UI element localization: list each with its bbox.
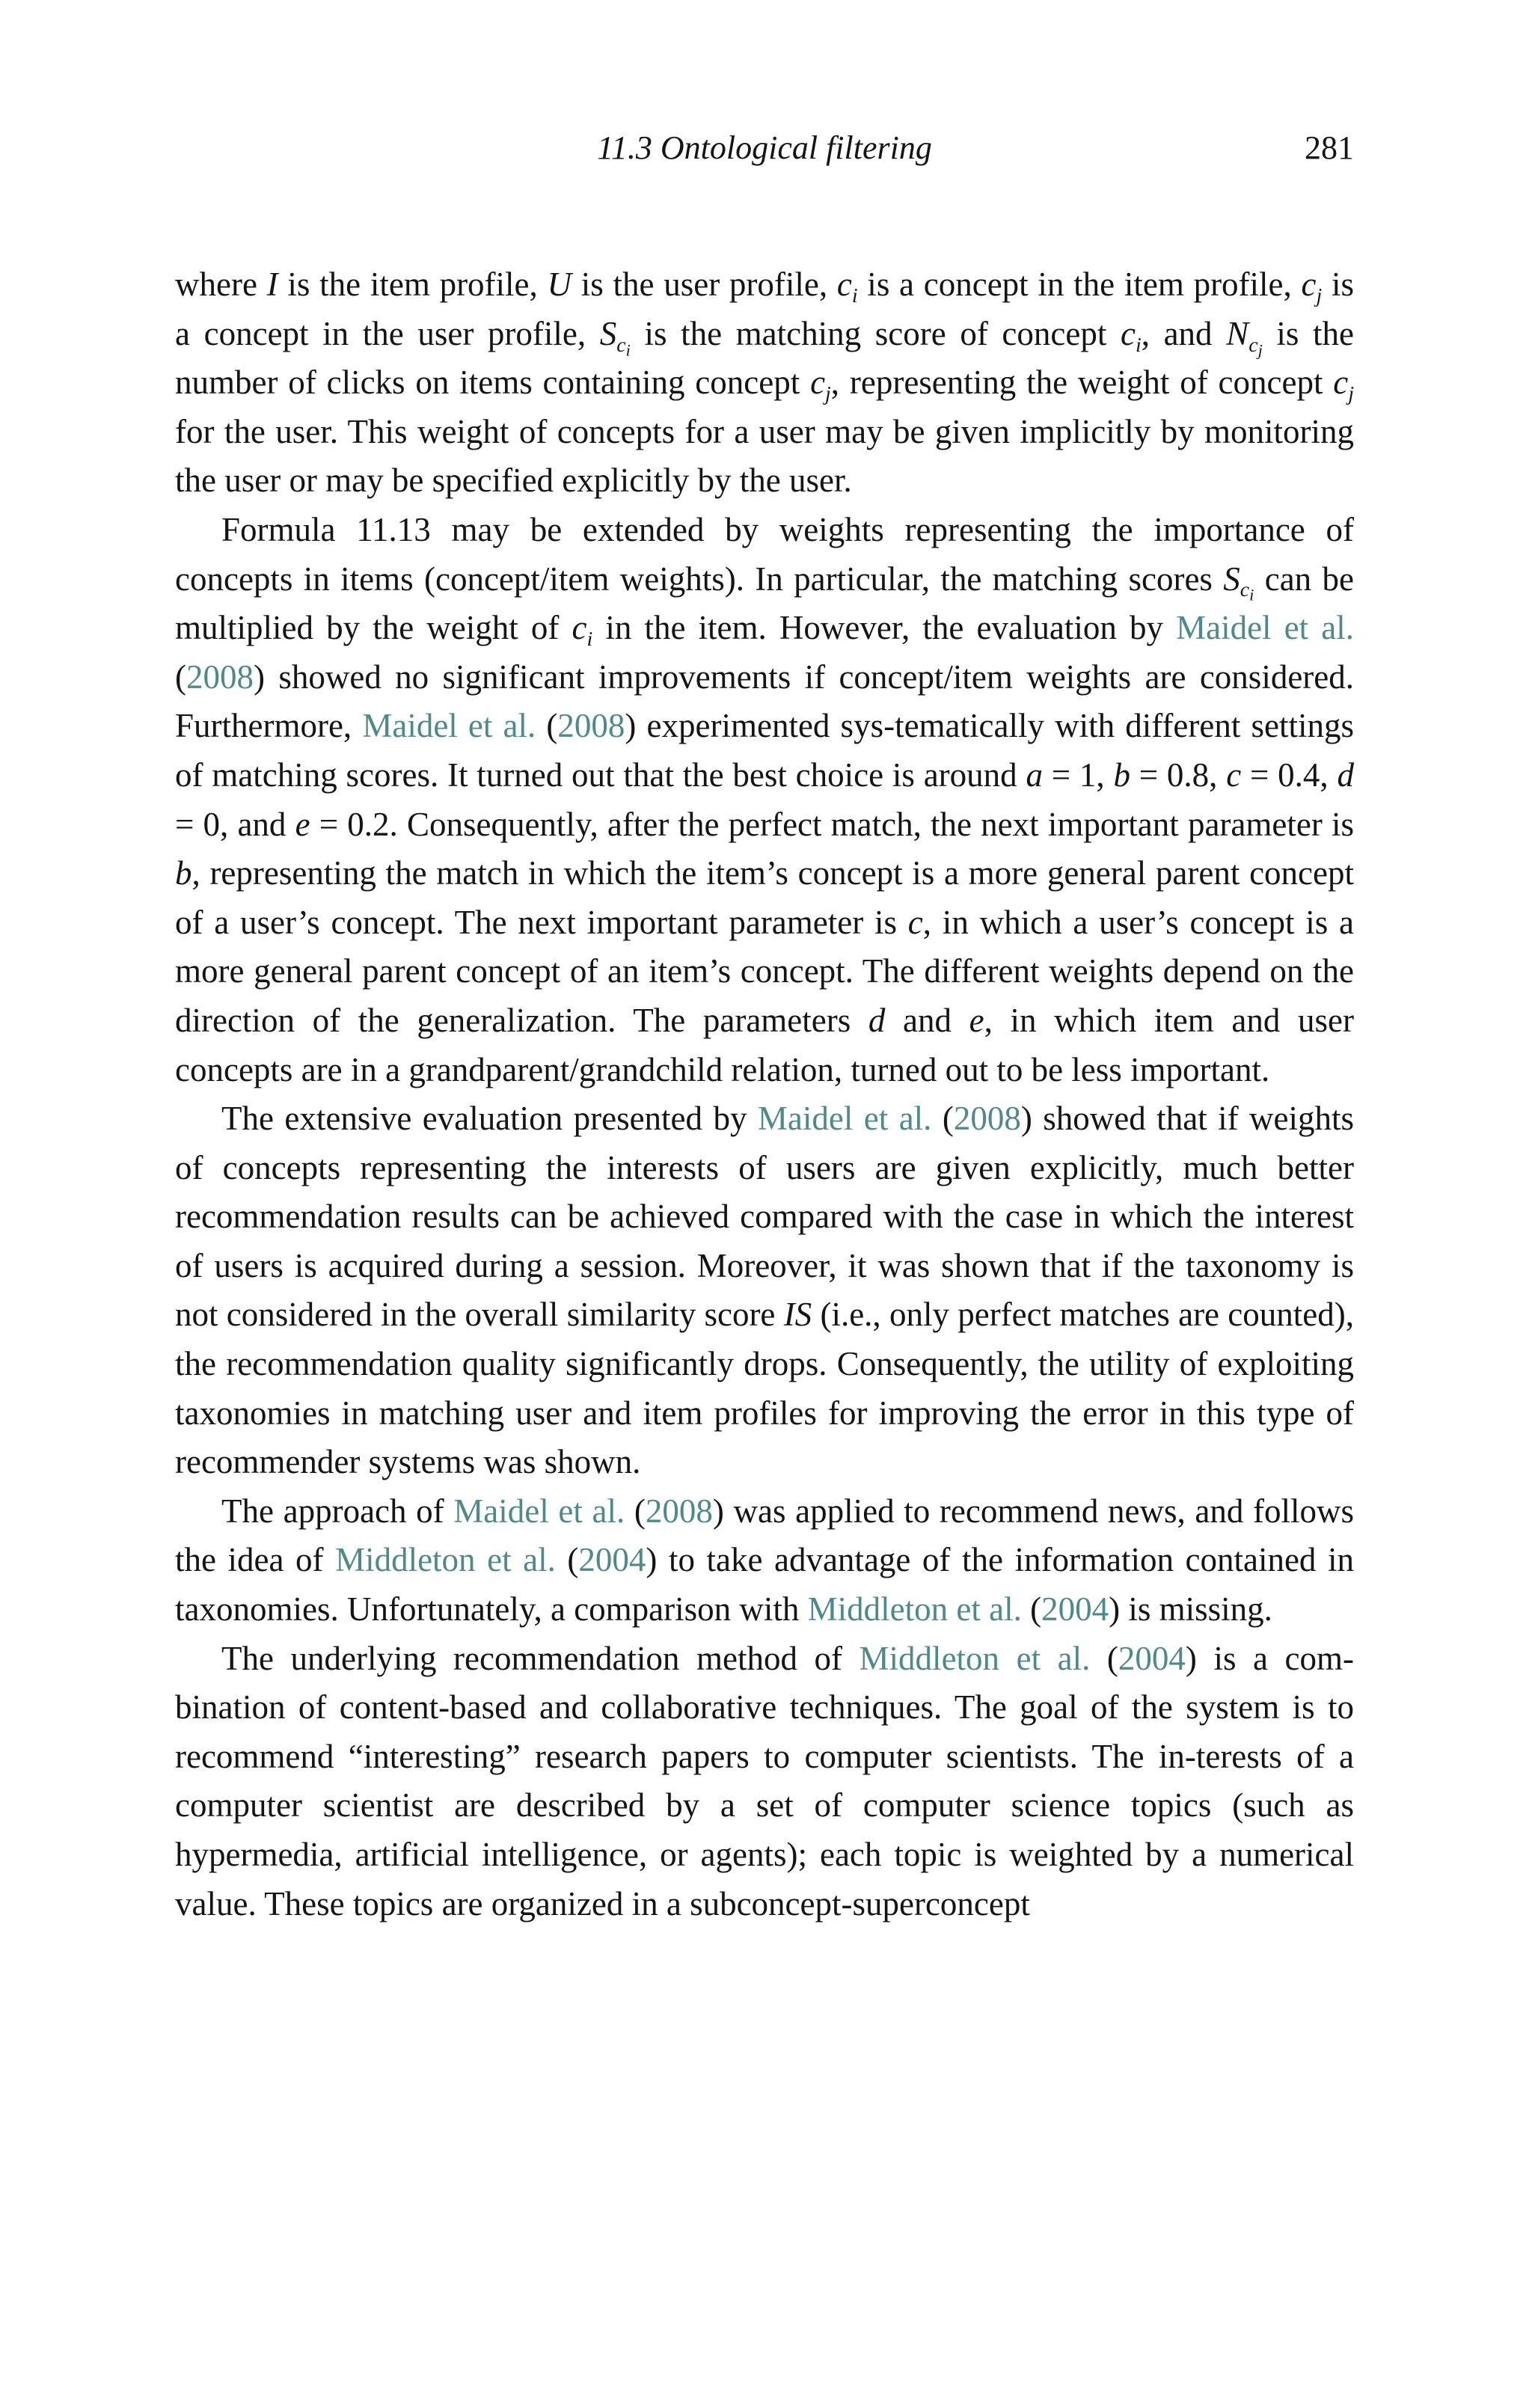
citation-link[interactable]: Maidel et al. [757,1100,932,1138]
citation-link[interactable]: Maidel et al. [362,707,536,745]
citation-year-link[interactable]: 2004 [1041,1590,1109,1629]
paragraph-1: where I is the item profile, U is the user profile, $c_i$ is a concept in the item profile, $c_j$ is a concept in the user profile, $S_{c_i}$ is the matching score of concept $c_i$, and $N_{c_j}$ is the number of clicks on items containing concept $c_j$, representing the weight of concept $c_j$ for the user. This weight of concepts for a user may be given implicitly by monitoring the user or may be specified explicitly by the user. [175,266,1355,500]
citation-year-link[interactable]: 2004 [1118,1639,1186,1677]
citation-year-link[interactable]: 2008 [557,707,625,745]
paragraph-3: The extensive evaluation presented by Maidel et al. (2008) showed that if weights of concepts representing the interests of users are given explicitly, much better recommendation results can be achieved compared with the case in which the interest of users is acquired during a session. Moreover, it was shown that if the taxonomy is not considered in the overall similarity score IS (i.e., only perfect matches are counted), the recommendation quality significantly drops. Consequently, the utility of exploiting taxonomies in matching user and item profiles for improving the error in this type of recommender systems was shown. [175,1100,1354,1481]
citation-year-link[interactable]: 2008 [186,658,254,696]
paragraph-2: Formula 11.13 may be extended by weights representing the importance of concepts in items (concept/item weights). In particular, the matching scores $S_{c_i}$ can be multiplied by the weight of $c_i$ in the item. However, the evaluation by Maidel et al. (2008) showed no significant improvements if concept/item weights are considered. Furthermore, Maidel et al. (2008) experimented sys-tematically with different settings of matching scores. It turned out that the best choice is around a = 1, b = 0.8, c = 0.4, d = 0, and e = 0.2. Consequently, after the perfect match, the next important parameter is b, representing the match in which the item’s concept is a more general parent concept of a user’s concept. The next important parameter is c, in which a user’s concept is a more general parent concept of an item’s concept. The different weights depend on the direction of the generalization. The parameters d and e, in which item and user concepts are in a grandparent/grandchild relation, turned out to be less important. [175,510,1355,1088]
running-head [175,126,1354,171]
citation-link[interactable]: Maidel et al. [1176,609,1354,647]
paragraph-5: The underlying recommendation method of Middleton et al. (2004) is a com-bination of content-based and collaborative techniques. The goal of the system is to recommend “interesting” research papers to computer scientists. The in-terests of a computer scientist are described by a set of computer science topics (such as hypermedia, artificial intelligence, or agents); each topic is weighted by a numerical value. These topics are organized in a subconcept-superconcept [175,1639,1354,1923]
citation-year-link[interactable]: 2004 [578,1541,646,1579]
citation-link[interactable]: Middleton et al. [335,1541,556,1579]
paragraph-4: The approach of Maidel et al. (2008) was applied to recommend news, and follows the idea of Middleton et al. (2004) to take advantage of the information contained in taxonomies. Unfortunately, a comparison with Middleton et al. (2004) is missing. [175,1492,1354,1629]
citation-year-link[interactable]: 2008 [953,1100,1021,1138]
citation-link[interactable]: Middleton et al. [859,1639,1091,1677]
citation-year-link[interactable]: 2008 [645,1492,713,1530]
citation-link[interactable]: Middleton et al. [807,1590,1022,1629]
page-number: 281 [1305,129,1354,166]
section-title: 11.3 Ontological filtering [597,129,932,166]
citation-link[interactable]: Maidel et al. [453,1492,625,1530]
body-text [175,260,1354,1928]
